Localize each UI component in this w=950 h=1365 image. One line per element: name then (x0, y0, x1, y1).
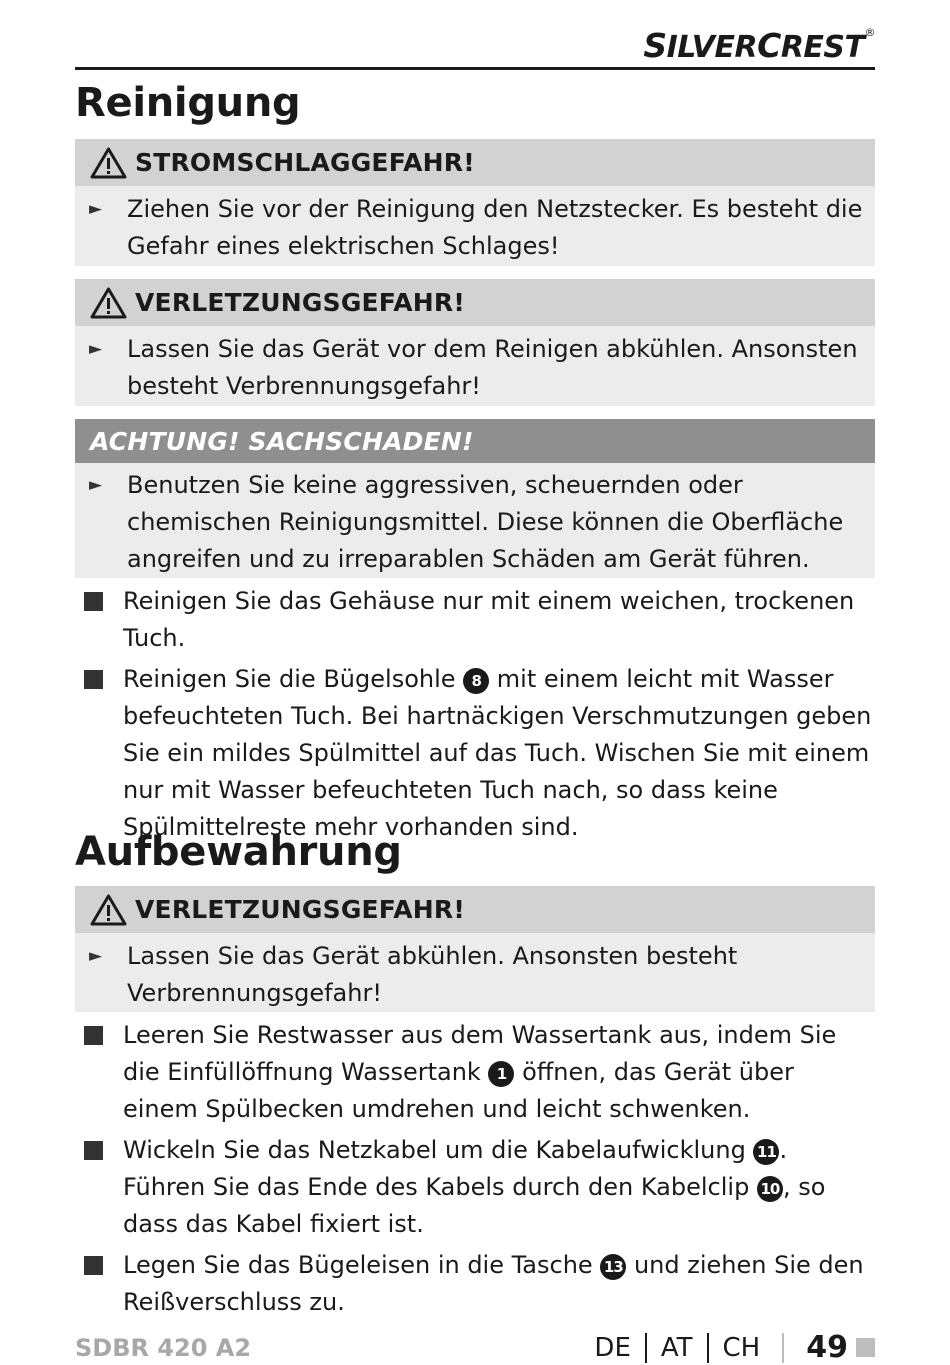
square-bullet-icon (84, 1256, 103, 1275)
caution-heading: ACHTUNG! SACHSCHADEN! (75, 419, 875, 463)
part-reference-badge: 10 (757, 1176, 783, 1202)
caution-box-property-damage (75, 419, 875, 578)
country-code: AT (660, 1332, 693, 1363)
warning-instruction: ► Ziehen Sie vor der Reinigung den Netzstecker. Es besteht die Gefahr eines elektrischen Schlages! (75, 191, 875, 265)
arrow-bullet-icon: ► (89, 339, 103, 359)
part-reference-badge: 8 (463, 668, 489, 694)
warning-heading-text: VERLETZUNGSGEFAHR! (135, 895, 465, 924)
page-number: 49 (806, 1330, 848, 1365)
warning-heading (75, 139, 875, 186)
warning-box-injury (75, 279, 875, 406)
cleaning-steps (75, 583, 875, 850)
warning-instruction: ► Lassen Sie das Gerät vor dem Reinigen abkühlen. Ansonsten besteht Verbrennungsgefahr! (75, 331, 875, 405)
model-number: SDBR 420 A2 (75, 1334, 252, 1362)
warning-triangle-icon (90, 287, 127, 319)
brand-logo: SILVERCREST® (643, 26, 875, 65)
arrow-bullet-icon: ► (89, 199, 103, 219)
warning-heading (75, 279, 875, 326)
footer-page-info (594, 1330, 875, 1365)
warning-triangle-icon (90, 894, 127, 926)
list-item: Reinigen Sie die Bügelsohle 8 mit einem leicht mit Wasser befeuchteten Tuch. Bei hartnäckigen Verschmutzungen geben Sie ein mildes Spülmittel auf das Tuch. Wischen Sie mit einem nur mit Wasser befeuchteten Tuch nach, so dass keine Spülmittelreste mehr vorhanden sind. (75, 661, 875, 846)
storage-steps (75, 1017, 875, 1325)
warning-heading-text: VERLETZUNGSGEFAHR! (135, 288, 465, 317)
divider (782, 1333, 784, 1363)
square-bullet-icon (84, 1026, 103, 1045)
divider (645, 1333, 647, 1363)
part-reference-badge: 11 (753, 1139, 779, 1165)
warning-box-electric-shock (75, 139, 875, 266)
warning-box-injury-storage (75, 886, 875, 1012)
list-item: Reinigen Sie das Gehäuse nur mit einem weichen, trockenen Tuch. (75, 583, 875, 657)
square-bullet-icon (84, 592, 103, 611)
caution-instruction: ► Benutzen Sie keine aggressiven, scheuernden oder chemischen Reinigungsmittel. Diese können die Oberfläche angreifen und zu irreparablen Schäden am Gerät führen. (75, 467, 875, 578)
page-marker-icon (856, 1338, 875, 1357)
square-bullet-icon (84, 1141, 103, 1160)
country-code: DE (594, 1332, 631, 1363)
list-item: Leeren Sie Restwasser aus dem Wassertank aus, indem Sie die Einfüllöffnung Wassertank 1 öffnen, das Gerät über einem Spülbecken umdrehen und leicht schwenken. (75, 1017, 875, 1128)
warning-heading (75, 886, 875, 933)
header-rule (75, 67, 875, 70)
list-item: Legen Sie das Bügeleisen in die Tasche 13 und ziehen Sie den Reißverschluss zu. (75, 1247, 875, 1321)
square-bullet-icon (84, 670, 103, 689)
list-item: Wickeln Sie das Netzkabel um die Kabelaufwicklung 11 . Führen Sie das Ende des Kabels durch den Kabelclip 10 , so dass das Kabel fixiert ist. (75, 1132, 875, 1243)
arrow-bullet-icon: ► (89, 475, 103, 495)
part-reference-badge: 1 (488, 1061, 514, 1087)
warning-heading-text: STROMSCHLAGGEFAHR! (135, 148, 475, 177)
warning-triangle-icon (90, 147, 127, 179)
section-title-cleaning: Reinigung (75, 80, 301, 126)
section-title-storage: Aufbewahrung (75, 829, 402, 875)
country-code: CH (722, 1332, 761, 1363)
divider (707, 1333, 709, 1363)
warning-instruction: ► Lassen Sie das Gerät abkühlen. Ansonsten besteht Verbrennungsgefahr! (75, 938, 875, 1012)
arrow-bullet-icon: ► (89, 946, 103, 966)
part-reference-badge: 13 (600, 1254, 626, 1280)
